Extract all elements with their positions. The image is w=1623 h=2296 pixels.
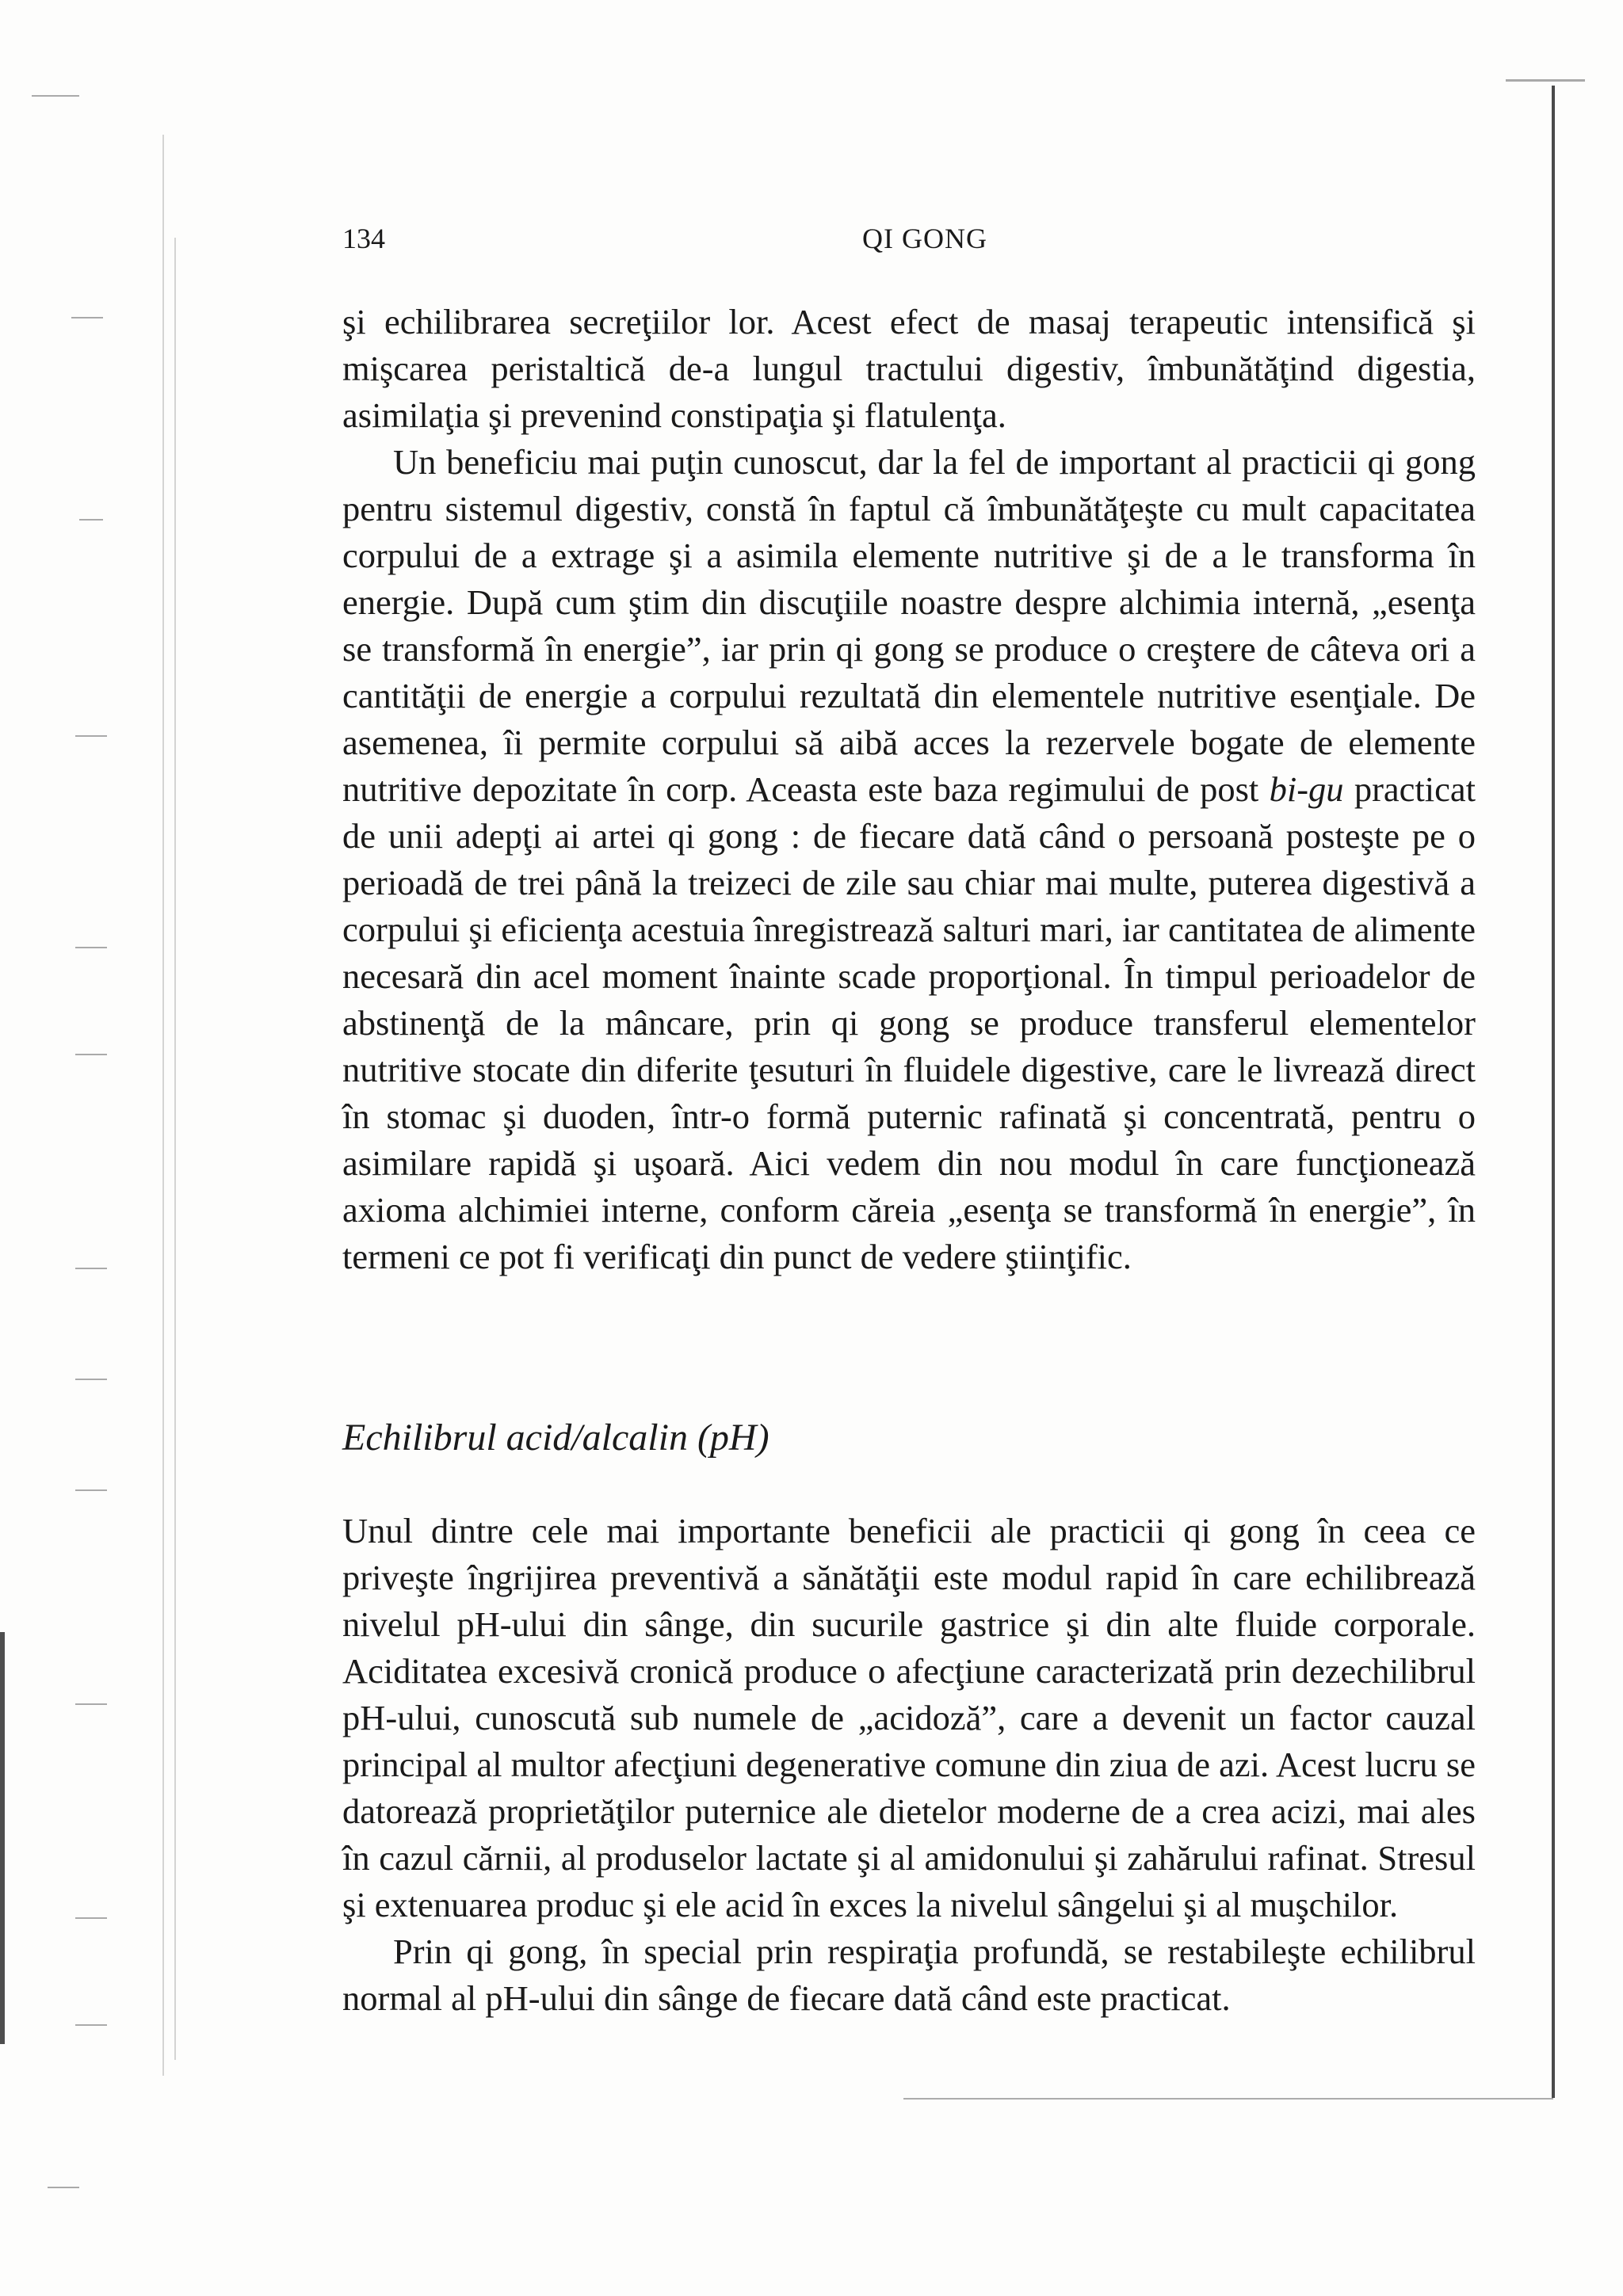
scan-tick: [75, 1703, 107, 1705]
scan-tick: [71, 317, 103, 318]
scan-tick: [75, 1917, 107, 1919]
body-text-section: [342, 1508, 1476, 2022]
paragraph: şi echilibrarea secreţiilor lor. Acest efect de masaj terapeutic intensifică şi mişcarea peristaltică de-a lungul tractului digestiv, îmbunătăţind digestia, asimilaţia şi prevenind constipaţia şi flatulenţa.: [342, 302, 1476, 435]
section-heading: Echilibrul acid/alcalin (pH): [342, 1417, 769, 1459]
scan-edge-line-bottom: [903, 2098, 1553, 2100]
scan-tick: [75, 735, 107, 737]
scan-tick: [75, 1489, 107, 1491]
scan-tick: [48, 2187, 79, 2188]
page-header: [342, 219, 1476, 258]
scan-tick: [75, 1054, 107, 1055]
scan-tick: [75, 947, 107, 948]
scan-margin-line: [162, 135, 164, 2076]
scan-margin-line: [174, 238, 176, 2060]
scan-tick: [79, 519, 103, 521]
running-head: QI GONG: [862, 223, 987, 254]
scan-tick: [75, 1379, 107, 1380]
scan-tick: [75, 1268, 107, 1269]
paragraph-text: practicat de unii adepţi ai artei qi gong : de fiecare dată când o persoană posteşte pe o perioadă de trei până la treizeci de zile sau chiar mai multe, puterea digestivă a corpului şi eficienţa acestuia înregistrează salturi mari, iar cantitatea de alimente necesară din acel moment înainte scade proporţional. În timpul perioadelor de abstinenţă de la mâncare, prin qi gong se produce transferul elementelor nutritive stocate din diferite ţesuturi în fluidele digestive, care le livrează direct în stomac şi duoden, într-o formă puternic rafinată şi concentrată, pentru o asimilare rapidă şi uşoară. Aici vedem din nou modul în care funcţionează axioma alchimiei interne, conform căreia „esenţa se transformă în energie”, în termeni ce pot fi verificaţi din punct de vedere ştiinţific.: [342, 769, 1476, 1276]
scan-margin-noise: [0, 63, 190, 2282]
paragraph-text: Un beneficiu mai puţin cunoscut, dar la fel de important al practicii qi gong pentru sistemul digestiv, constă în faptul că îmbunătăţeşte cu mult capacitatea corpului de a extrage şi a asimila elemente nutritive şi de a le transforma în energie. După cum ştim din discuţiile noastre despre alchimia internă, „esenţa se transformă în energie”, iar prin qi gong se produce o creştere de câteva ori a cantităţii de energie a corpului rezultată din elementele nutritive esenţiale. De asemenea, îi permite corpului să aibă acces la rezervele bogate de elemente nutritive depozitate în corp. Aceasta este baza regimului de post: [342, 442, 1476, 809]
scan-edge-line-top: [1506, 79, 1585, 82]
paragraph: [342, 439, 1476, 1280]
scan-edge-bar-left: [0, 1632, 5, 2044]
paragraph: Unul dintre cele mai importante beneficii ale practicii qi gong în ceea ce priveşte îngrijirea preventivă a sănătăţii este modul rapid în care echilibrează nivelul pH-ului din sânge, din sucurile gastrice şi din alte fluide corporale. Aciditatea excesivă cronică produce o afecţiune caracterizată prin dezechilibrul pH-ului, cunoscută sub numele de „acidoză”, care a devenit un factor cauzal principal al multor afecţiuni degenerative comune din ziua de azi. Acest lucru se datorează proprietăţilor puternice ale dietelor moderne de a crea acizi, mai ales în cazul cărnii, al produselor lactate şi al amidonului şi zahărului rafinat. Stresul şi extenuarea produc şi ele acid în exces la nivelul sângelui şi al muşchilor.: [342, 1511, 1476, 1924]
italic-term: bi-gu: [1269, 769, 1344, 809]
scan-tick: [75, 2024, 107, 2026]
scan-edge-line-right: [1552, 86, 1555, 2098]
body-text-top: [342, 299, 1476, 1280]
scan-tick: [32, 95, 79, 97]
paragraph: Prin qi gong, în special prin respiraţia profundă, se restabileşte echilibrul normal al pH-ului din sânge de fiecare dată când este practicat.: [342, 1932, 1476, 2018]
page-number: 134: [342, 223, 385, 254]
